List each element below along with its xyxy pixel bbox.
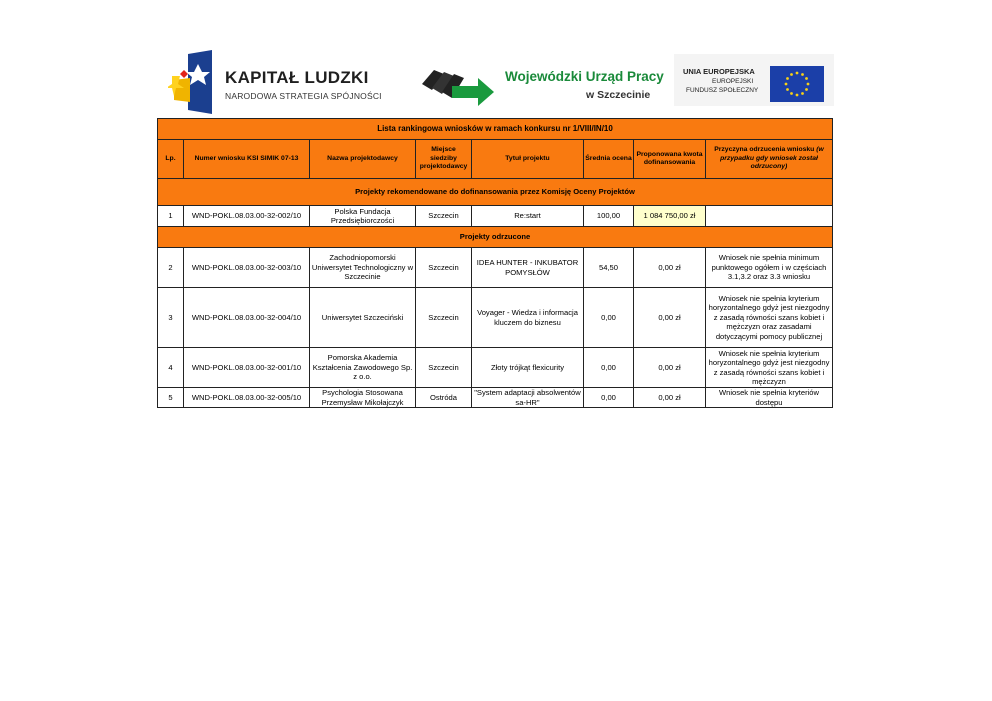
eu-line3: FUNDUSZ SPOŁECZNY [686,87,759,94]
cell-project: Re:start [472,206,584,227]
header-score: Średnia ocena [584,140,634,179]
header-reason-note: (w przypadku gdy wniosek został odrzucony) [720,146,824,171]
cell-seat: Szczecin [416,348,472,388]
cell-lp: 4 [158,348,184,388]
cell-reason: Wniosek nie spełnia minimum punktowego ogółem i w częściach 3.1,3.2 oraz 3.3 wniosku [706,248,833,288]
cell-number: WND-POKL.08.03.00-32-001/10 [184,348,310,388]
cell-lp: 2 [158,248,184,288]
kapital-ludzki-subtitle: NARODOWA STRATEGIA SPÓJNOŚCI [225,91,382,101]
header-row [158,140,833,179]
cell-number: WND-POKL.08.03.00-32-005/10 [184,388,310,408]
cell-score: 0,00 [584,348,634,388]
wup-arrow-icon [416,64,498,106]
cell-reason: Wniosek nie spełnia kryterium horyzontalnego gdyż jest niezgodny z zasadą równości szans kobiet i mężczyzn oraz zasadami dotyczącymi pomocy publicznej [706,288,833,348]
cell-seat: Szczecin [416,288,472,348]
cell-lp: 1 [158,206,184,227]
cell-number: WND-POKL.08.03.00-32-004/10 [184,288,310,348]
cell-lp: 3 [158,288,184,348]
wup-title: Wojewódzki Urząd Pracy [505,69,664,84]
table-row [158,388,833,408]
cell-seat: Szczecin [416,248,472,288]
table-row [158,248,833,288]
cell-amount: 0,00 zł [634,248,706,288]
cell-project: Voyager - Wiedza i informacja kluczem do biznesu [472,288,584,348]
cell-score: 0,00 [584,288,634,348]
cell-lp: 5 [158,388,184,408]
cell-score: 100,00 [584,206,634,227]
table-title-row [158,119,833,140]
ranking-table [157,118,833,408]
cell-amount: 0,00 zł [634,288,706,348]
cell-reason: Wniosek nie spełnia kryteriów dostępu [706,388,833,408]
eu-line2: EUROPEJSKI [712,78,754,85]
cell-seat: Szczecin [416,206,472,227]
wup-logo [416,64,664,106]
header-lp: Lp. [158,140,184,179]
header-amount: Proponowana kwota dofinansowania [634,140,706,179]
cell-number: WND-POKL.08.03.00-32-003/10 [184,248,310,288]
header-seat: Miejsce siedziby projektodawcy [416,140,472,179]
table-title: Lista rankingowa wniosków w ramach konkursu nr 1/VIII/IN/10 [158,119,833,140]
table-row [158,206,833,227]
cell-project: Złoty trójkąt flexicurity [472,348,584,388]
section-recommended: Projekty rekomendowane do dofinansowania przez Komisję Oceny Projektów [158,179,833,206]
header-applicant: Nazwa projektodawcy [310,140,416,179]
kapital-ludzki-title: KAPITAŁ LUDZKI [225,68,369,87]
eu-line1: UNIA EUROPEJSKA [683,67,755,76]
section-rejected-row [158,227,833,248]
cell-applicant: Zachodniopomorski Uniwersytet Technologiczny w Szczecinie [310,248,416,288]
header-project: Tytuł projektu [472,140,584,179]
cell-applicant: Psychologia Stosowana Przemysław Mikołajczyk [310,388,416,408]
cell-applicant: Uniwersytet Szczeciński [310,288,416,348]
section-recommended-row [158,179,833,206]
header-reason [706,140,833,179]
table-row [158,288,833,348]
cell-score: 54,50 [584,248,634,288]
cell-number: WND-POKL.08.03.00-32-002/10 [184,206,310,227]
kapital-ludzki-emblem-icon [168,50,220,114]
cell-project: IDEA HUNTER - INKUBATOR POMYSŁÓW [472,248,584,288]
logo-strip [160,48,832,120]
cell-reason: Wniosek nie spełnia kryterium horyzontalnego gdyż jest niezgodny z zasadą równości szans kobiet i mężczyzn [706,348,833,388]
cell-amount: 1 084 750,00 zł [634,206,706,227]
eu-flag-icon [770,66,824,102]
cell-applicant: Pomorska Akademia Kształcenia Zawodowego Sp. z o.o. [310,348,416,388]
table-row [158,348,833,388]
cell-amount: 0,00 zł [634,348,706,388]
cell-amount: 0,00 zł [634,388,706,408]
section-rejected: Projekty odrzucone [158,227,833,248]
header-reason-label: Przyczyna odrzucenia wniosku [714,146,815,154]
wup-subtitle: w Szczecinie [586,89,651,101]
cell-applicant: Polska Fundacja Przedsiębiorczości [310,206,416,227]
kapital-ludzki-logo [168,50,390,114]
cell-score: 0,00 [584,388,634,408]
header-number: Numer wniosku KSI SIMIK 07-13 [184,140,310,179]
cell-reason [706,206,833,227]
eu-logo [674,54,834,106]
cell-seat: Ostróda [416,388,472,408]
cell-project: "System adaptacji absolwentów sa-HR" [472,388,584,408]
